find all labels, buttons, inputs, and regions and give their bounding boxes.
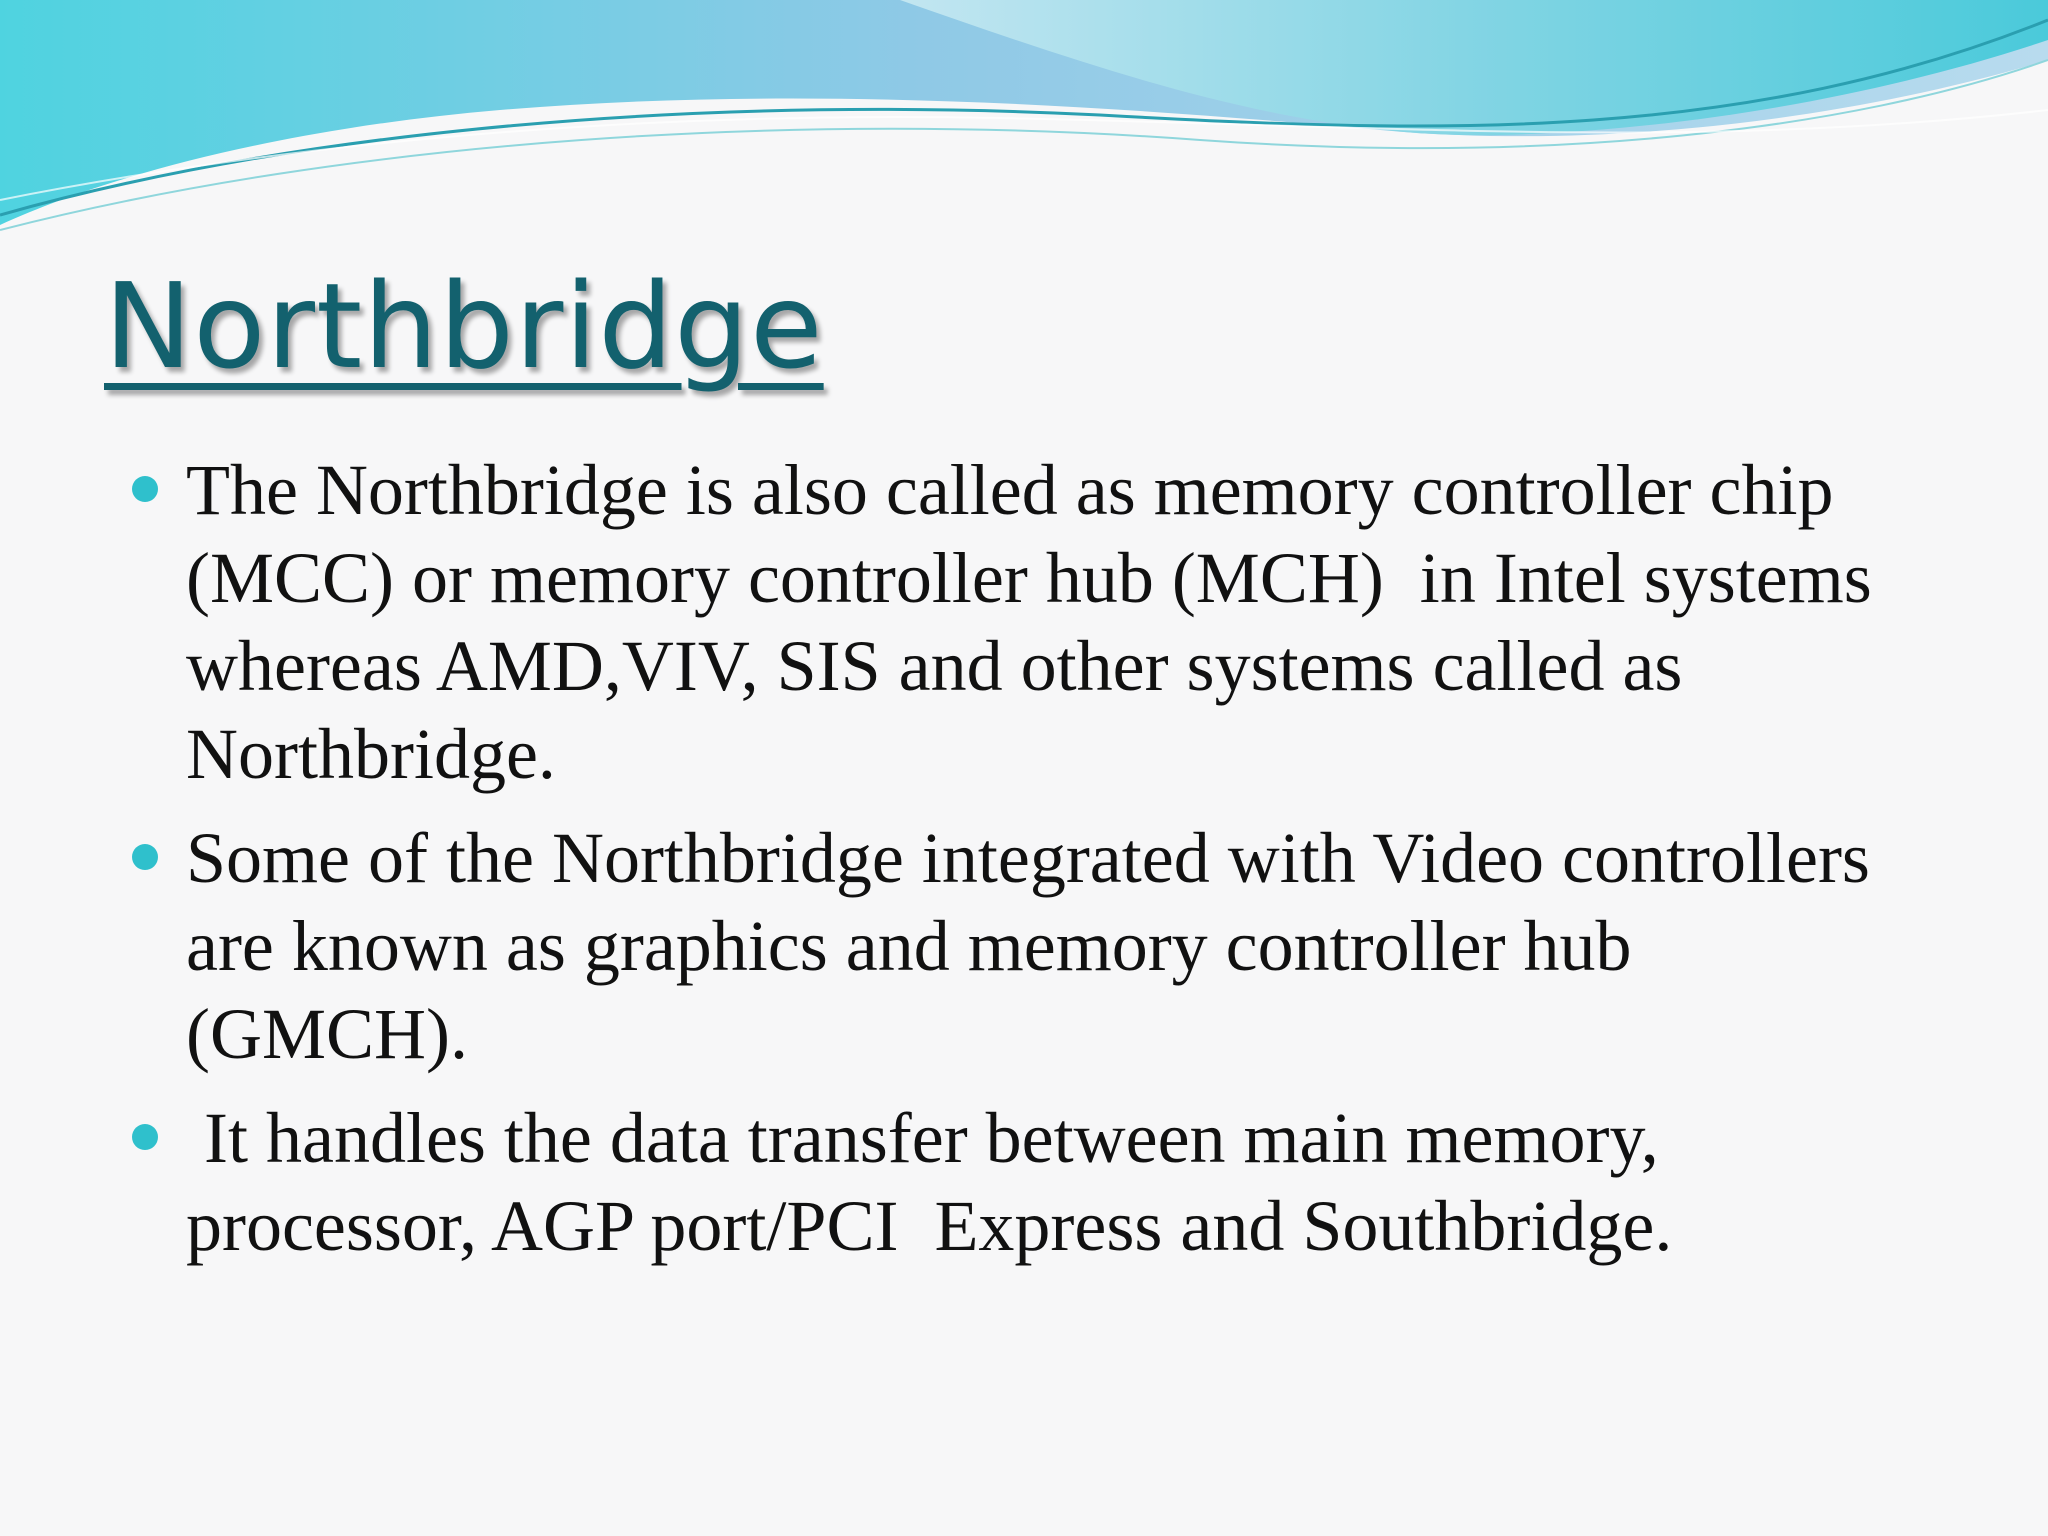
- bullet-text: It handles the data transfer between main memory, processor, AGP port/PCI Express and Southbridge.: [186, 1098, 1677, 1266]
- bullet-item: [120, 446, 1930, 798]
- bullet-dot-icon: [132, 1124, 158, 1150]
- bullet-list: [120, 446, 1930, 1286]
- bullet-text: The Northbridge is also called as memory controller chip (MCC) or memory controller hub (MCH) in Intel systems whereas AMD,VIV, SIS and other systems called as Northbridge.: [186, 450, 1890, 794]
- slide-title: Northbridge: [104, 257, 824, 395]
- bullet-text: Some of the Northbridge integrated with Video controllers are known as graphics and memory controller hub (GMCH).: [186, 818, 1888, 1074]
- bullet-dot-icon: [132, 844, 158, 870]
- bullet-item: [120, 814, 1930, 1078]
- bullet-dot-icon: [132, 476, 158, 502]
- wave-header-decoration: [0, 0, 2048, 240]
- bullet-item: [120, 1094, 1930, 1270]
